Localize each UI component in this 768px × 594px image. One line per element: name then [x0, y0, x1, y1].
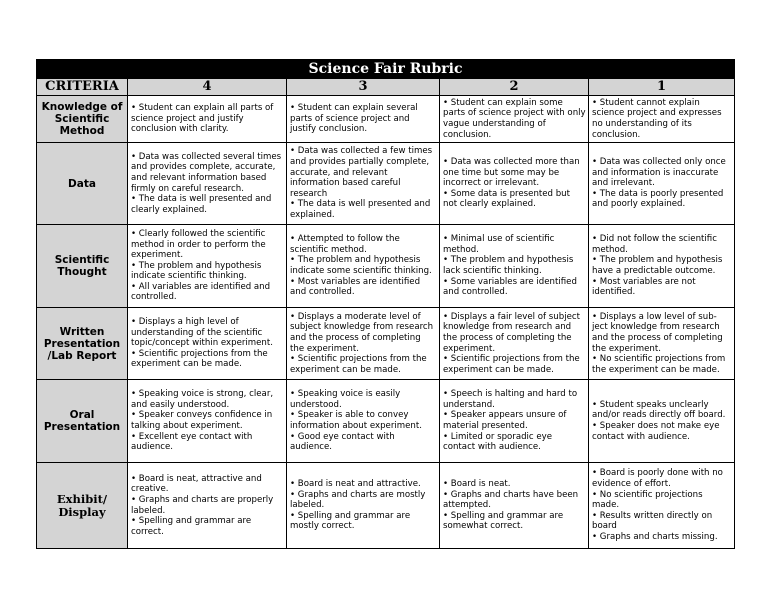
criterion-label: Knowledge of Scientific Method — [37, 96, 128, 143]
criterion-label: Scientific Thought — [37, 225, 128, 308]
rubric-table — [36, 59, 735, 549]
title-row — [37, 60, 735, 79]
score-cell — [287, 463, 440, 549]
rubric-bullet: • Board is poorly done with no evidence of effort. — [592, 468, 723, 490]
rubric-bullet: • Some variables are identified and controlled. — [443, 276, 577, 298]
score-cell — [128, 96, 287, 143]
rubric-bullet: • Scientific projections from the experiment can be made. — [290, 354, 427, 375]
rubric-bullet: • Student can explain some parts of science project with only vague understanding of conclusion. — [443, 97, 586, 140]
score-cell — [128, 225, 287, 308]
rubric-bullet: • The data is well presented and clearly explained. — [131, 194, 272, 215]
rubric-bullet: • Spelling and grammar are somewhat correct. — [443, 510, 564, 532]
rubric-bullet: • Board is neat and attractive. — [290, 479, 421, 490]
rubric-row — [37, 225, 735, 308]
rubric-bullet: • The problem and hypothesis indicate some scientific thinking. — [290, 255, 432, 276]
score-cell — [128, 308, 287, 380]
header-score-4: 4 — [128, 79, 287, 96]
rubric-bullet: • Spelling and grammar are correct. — [131, 516, 252, 537]
rubric-bullet: • Speaker conveys confidence in talking about experiment. — [131, 410, 273, 431]
rubric-row — [37, 143, 735, 225]
rubric-bullet: • The problem and hypothesis indicate scientific thinking. — [131, 260, 262, 282]
score-cell — [128, 380, 287, 463]
rubric-bullet: • Student cannot explain science project and expresses no understanding of its conclusion. — [592, 97, 722, 140]
rubric-bullet: • No scientific projections made. — [592, 489, 703, 511]
rubric-bullet: • Scientific projections from the experiment can be made. — [443, 354, 580, 375]
score-cell — [440, 143, 589, 225]
rubric-bullet: • Most variables are identified and controlled. — [290, 276, 421, 298]
rubric-bullet: • Minimal use of scientific method. — [443, 234, 555, 255]
rubric-bullet: • Student can explain all parts of science project and justify conclusion with clarity. — [131, 103, 274, 135]
criterion-label: Data — [37, 143, 128, 225]
rubric-bullet: • Did not follow the scientific method. — [592, 234, 717, 255]
rubric-body — [37, 96, 735, 549]
score-cell — [440, 96, 589, 143]
rubric-bullet: • Some data is presented but not clearly explained. — [443, 188, 571, 210]
rubric-bullet: • Board is neat, attractive and creative. — [131, 473, 262, 495]
criterion-label: Exhibit/ Display — [37, 463, 128, 549]
rubric-bullet: • Spelling and grammar are mostly correct. — [290, 510, 411, 532]
rubric-bullet: • The data is poorly presented and poorly explained. — [592, 188, 724, 210]
score-cell — [589, 225, 735, 308]
rubric-row — [37, 308, 735, 380]
rubric-bullet: • Graphs and charts have been attempted. — [443, 489, 579, 511]
score-cell — [287, 308, 440, 380]
score-cell — [589, 143, 735, 225]
score-cell — [589, 308, 735, 380]
score-cell — [589, 463, 735, 549]
rubric-title: Science Fair Rubric — [37, 60, 735, 79]
score-cell — [440, 308, 589, 380]
score-cell — [440, 225, 589, 308]
score-cell — [589, 96, 735, 143]
rubric-bullet: • Speech is halting and hard to understand. — [443, 389, 578, 410]
header-score-2: 2 — [440, 79, 589, 96]
header-score-1: 1 — [589, 79, 735, 96]
rubric-bullet: • Results written directly on board — [592, 510, 713, 532]
rubric-bullet: • Good eye contact with audience. — [290, 431, 395, 453]
rubric-row — [37, 96, 735, 143]
rubric-bullet: • Displays a moderate level of subject knowledge from research and the process of completing the experiment. — [290, 311, 434, 354]
score-cell — [287, 143, 440, 225]
rubric-bullet: • No scientific projections from the experiment can be made. — [592, 354, 726, 375]
rubric-bullet: • Speaker appears unsure of material presented. — [443, 410, 567, 431]
rubric-row — [37, 380, 735, 463]
rubric-bullet: • Data was collected more than one time but some may be incorrect or irrelevant. — [443, 157, 580, 189]
rubric-bullet: • Displays a fair level of subject knowledge from research and the process of completing the experiment. — [443, 311, 580, 354]
criterion-label: Written Presentation /Lab Report — [37, 308, 128, 380]
rubric-bullet: • Data was collected a few times and provides partially complete, accurate, and relevant information based careful research — [290, 146, 433, 199]
rubric-bullet: • All variables are identified and controlled. — [131, 281, 271, 303]
rubric-row — [37, 463, 735, 549]
header-criteria: CRITERIA — [37, 79, 128, 96]
rubric-bullet: • Data was collected only once and information is inaccurate and irrelevant. — [592, 157, 726, 189]
rubric-bullet: • Student can explain several parts of science project and justify conclusion. — [290, 103, 418, 135]
score-cell — [287, 96, 440, 143]
rubric-bullet: • Speaking voice is strong, clear, and easily understood. — [131, 389, 274, 410]
rubric-bullet: • Excellent eye contact with audience. — [131, 431, 253, 453]
score-cell — [589, 380, 735, 463]
score-cell — [287, 225, 440, 308]
rubric-bullet: • Limited or sporadic eye contact with audience. — [443, 431, 553, 453]
rubric-bullet: • The data is well presented and explained. — [290, 199, 431, 220]
score-cell — [128, 463, 287, 549]
rubric-bullet: • Student speaks unclearly and/or reads directly off board. — [592, 399, 726, 421]
score-cell — [287, 380, 440, 463]
rubric-bullet: • Attempted to follow the scientific method. — [290, 234, 400, 255]
rubric-bullet: • Clearly followed the scientific method in order to perform the experiment. — [131, 228, 266, 261]
rubric-bullet: • Board is neat. — [443, 479, 511, 490]
header-score-3: 3 — [287, 79, 440, 96]
score-cell — [128, 143, 287, 225]
score-cell — [440, 463, 589, 549]
rubric-bullet: • Graphs and charts missing. — [592, 531, 718, 542]
rubric-bullet: • Graphs and charts are mostly labeled. — [290, 489, 426, 511]
header-row — [37, 79, 735, 96]
rubric-bullet: • The problem and hypothesis have a predictable outcome. — [592, 255, 723, 276]
rubric-bullet: • Most variables are not identified. — [592, 276, 696, 298]
rubric-bullet: • Speaker is able to convey information about experiment. — [290, 410, 422, 431]
rubric-bullet: • Displays a low level of sub-ject knowledge from research and the process of completing the experiment. — [592, 311, 723, 354]
rubric-bullet: • Data was collected several times and provides complete, accurate, and relevant information based firmly on careful research. — [131, 151, 282, 194]
criterion-label: Oral Presentation — [37, 380, 128, 463]
rubric-bullet: • Scientific projections from the experiment can be made. — [131, 348, 268, 370]
rubric-bullet: • The problem and hypothesis lack scientific thinking. — [443, 255, 574, 276]
score-cell — [440, 380, 589, 463]
rubric-bullet: • Graphs and charts are properly labeled. — [131, 494, 274, 516]
rubric-bullet: • Speaking voice is easily understood. — [290, 389, 401, 410]
rubric-bullet: • Displays a high level of understanding of the scientific topic/concept within experiment. — [131, 317, 273, 349]
rubric-bullet: • Speaker does not make eye contact with audience. — [592, 421, 720, 442]
